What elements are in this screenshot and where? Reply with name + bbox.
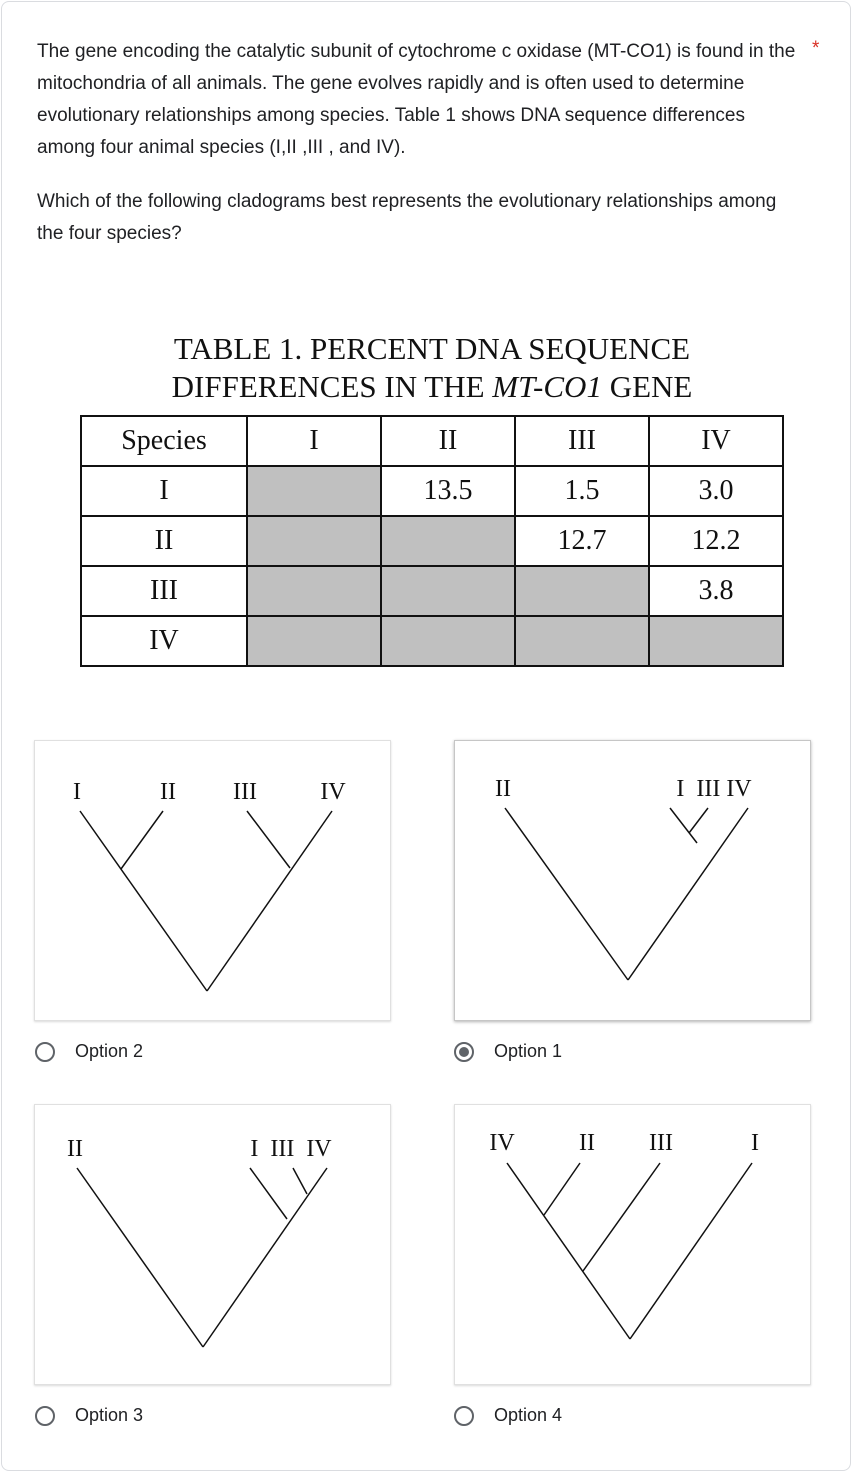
table-cell: [381, 566, 515, 616]
table-cell: 3.0: [649, 466, 783, 516]
table-title-line-1: TABLE 1. PERCENT DNA SEQUENCE: [173, 331, 691, 366]
cladogram-diagram: [35, 741, 392, 1022]
table-cell: [247, 466, 381, 516]
cladogram-diagram: [455, 741, 812, 1022]
option-1-radio-row[interactable]: [454, 1041, 562, 1062]
radio-selected-dot: [459, 1047, 469, 1057]
cladogram-label: II: [67, 1136, 83, 1162]
table-cell: [381, 516, 515, 566]
table-cell: III: [81, 566, 247, 616]
cladogram-diagram: [35, 1105, 392, 1386]
question-paragraph-2: Which of the following cladograms best represents the evolutionary relationships among the four species?: [37, 191, 777, 244]
question-paragraph-1: The gene encoding the catalytic subunit of cytochrome c oxidase (MT-CO1) is found in the mitochondria of all animals. The gene evolves rapidly and is often used to determine evolutionary relationships among species. Table 1 shows DNA sequence differences among four animal species (I,II ,III , and IV).: [37, 41, 796, 158]
option-4-radio[interactable]: [454, 1406, 474, 1426]
table-cell: [515, 616, 649, 666]
cladogram-label: III: [233, 779, 257, 805]
table-header-row: [81, 416, 783, 466]
table-row: [81, 466, 783, 516]
table-cell: [515, 566, 649, 616]
table-row: [81, 616, 783, 666]
table-cell: 3.8: [649, 566, 783, 616]
option-3-cladogram[interactable]: [34, 1104, 391, 1385]
option-3-radio[interactable]: [35, 1406, 55, 1426]
table-title: [80, 330, 784, 406]
dna-difference-table: [80, 415, 784, 667]
cladogram-label: IV: [320, 779, 346, 805]
table-row: [81, 566, 783, 616]
table-row: [81, 516, 783, 566]
option-2-cladogram[interactable]: [34, 740, 391, 1021]
table-header-cell: I: [247, 416, 381, 466]
cladogram-branches: [505, 808, 748, 980]
option-1-cladogram[interactable]: [454, 740, 811, 1021]
table-header-cell: IV: [649, 416, 783, 466]
cladogram-branches: [80, 811, 332, 991]
question-text: [37, 36, 807, 272]
option-4-cladogram[interactable]: [454, 1104, 811, 1385]
option-4-radio-row[interactable]: [454, 1405, 562, 1426]
table-cell: [247, 566, 381, 616]
table-cell: 12.7: [515, 516, 649, 566]
required-asterisk: *: [812, 38, 820, 59]
table-cell: I: [81, 466, 247, 516]
cladogram-label: III: [649, 1130, 673, 1156]
option-1-label: Option 1: [494, 1041, 563, 1061]
table-title-line-2: DIFFERENCES IN THE MT-CO1 GENE: [171, 369, 693, 404]
table-cell: [381, 616, 515, 666]
cladogram-label: I III IV: [250, 1136, 332, 1162]
cladogram-label: II: [579, 1130, 595, 1156]
table-cell: IV: [81, 616, 247, 666]
cladogram-label: I: [751, 1130, 759, 1156]
table-header-cell: Species: [81, 416, 247, 466]
table-header-cell: II: [381, 416, 515, 466]
table-cell: [247, 616, 381, 666]
cladogram-label: II: [160, 779, 176, 805]
option-2-radio-row[interactable]: [35, 1041, 143, 1062]
option-1-radio[interactable]: [454, 1042, 474, 1062]
table-cell: [649, 616, 783, 666]
cladogram-label: II: [495, 776, 511, 802]
option-3-label: Option 3: [75, 1405, 144, 1425]
table-cell: 12.2: [649, 516, 783, 566]
option-4-label: Option 4: [494, 1405, 563, 1425]
table-cell: 1.5: [515, 466, 649, 516]
table-cell: [247, 516, 381, 566]
option-2-label: Option 2: [75, 1041, 144, 1061]
cladogram-label: I III IV: [676, 776, 752, 802]
cladogram-diagram: [455, 1105, 812, 1386]
option-2-radio[interactable]: [35, 1042, 55, 1062]
table-cell: II: [81, 516, 247, 566]
cladogram-branches: [507, 1163, 752, 1339]
table-cell: 13.5: [381, 466, 515, 516]
option-3-radio-row[interactable]: [35, 1405, 143, 1426]
cladogram-label: I: [73, 779, 81, 805]
cladogram-branches: [77, 1168, 327, 1347]
cladogram-label: IV: [489, 1130, 515, 1156]
table-header-cell: III: [515, 416, 649, 466]
